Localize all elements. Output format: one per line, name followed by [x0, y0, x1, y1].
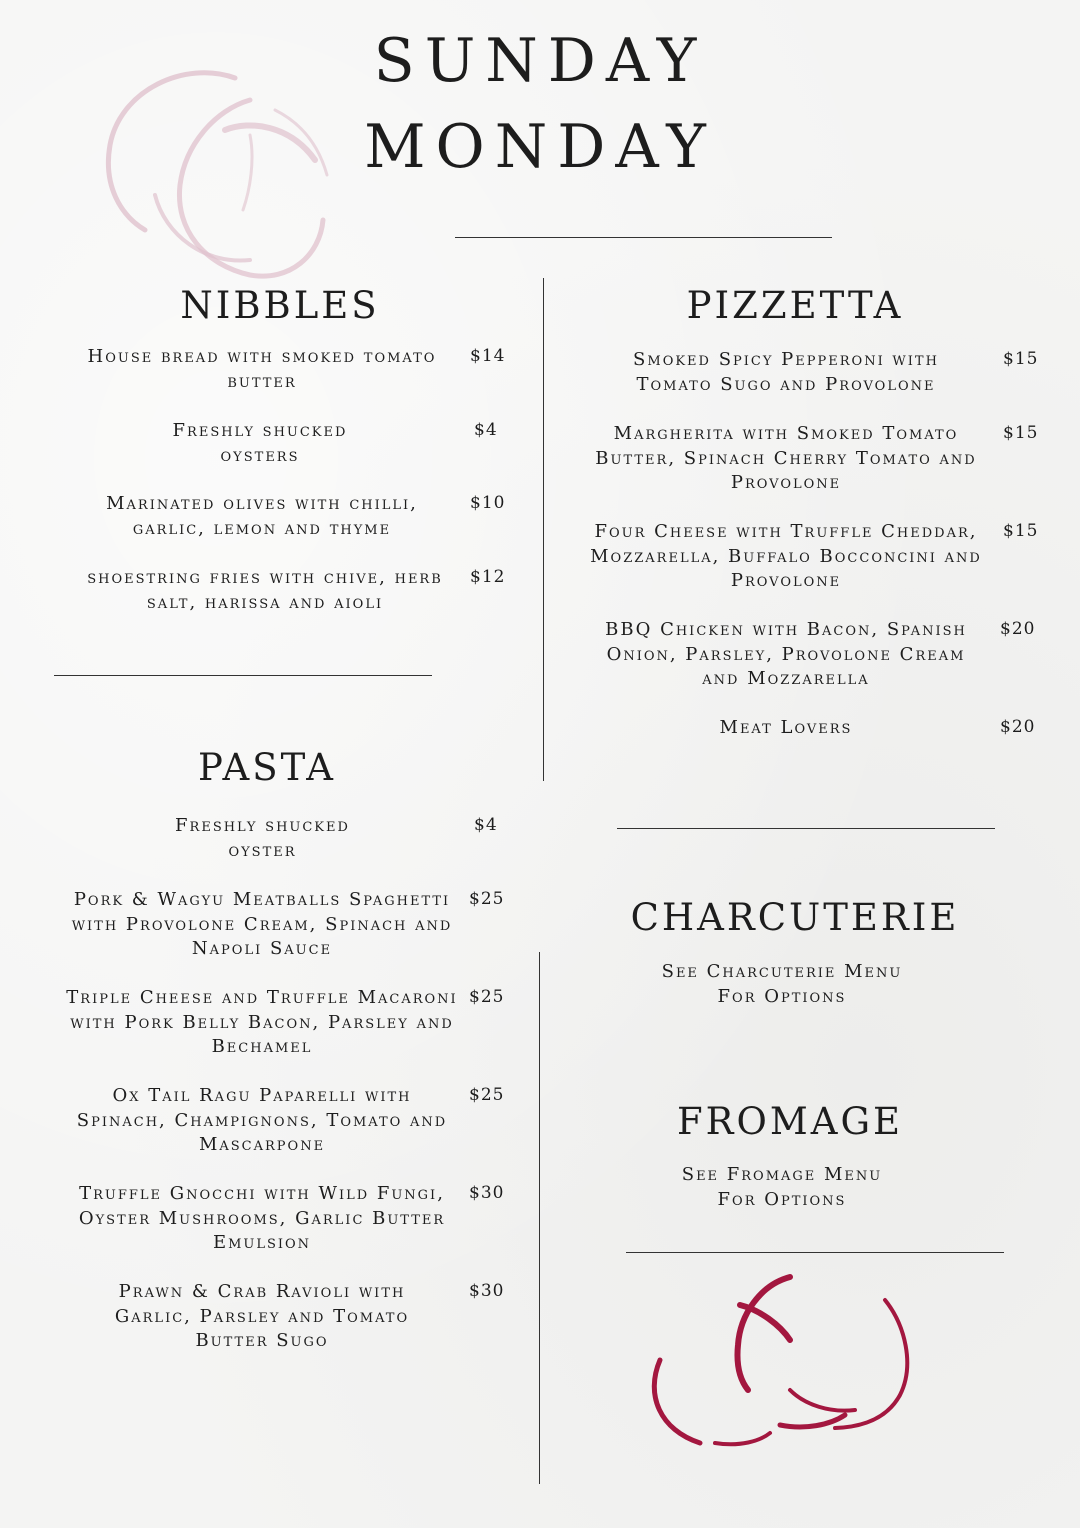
menu-item-price: $25: [469, 889, 505, 909]
menu-item-name: Freshly shucked oysters: [172, 420, 348, 466]
menu-item-price: $20: [1000, 619, 1036, 639]
menu-item-price: $30: [469, 1183, 505, 1203]
pizzetta-divider: [617, 828, 995, 829]
section-title-pizzetta: PIZZETTA: [686, 284, 904, 327]
section-title-fromage: FROMAGE: [676, 1100, 904, 1143]
section-title-charcuterie: CHARCUTERIE: [630, 896, 960, 939]
header-divider: [455, 237, 832, 238]
menu-item-name: Margherita with Smoked Tomato Butter, Spinach Cherry Tomato and Provolone: [595, 423, 977, 493]
column-divider-top: [543, 278, 544, 781]
menu-title-line2: MONDAY: [364, 112, 716, 182]
wine-stain-bottom-right: [630, 1265, 930, 1450]
fromage-note: See Fromage Menu For Options: [681, 1164, 883, 1210]
menu-item-name: Meat Lovers: [719, 717, 853, 738]
section-title-nibbles: NIBBLES: [180, 284, 380, 327]
menu-item-price: $14: [470, 346, 506, 366]
menu-item-name: Pork & Wagyu Meatballs Spaghetti with Provolone Cream, Spinach and Napoli Sauce: [71, 889, 453, 959]
column-divider-bottom: [539, 952, 540, 1484]
fromage-divider: [626, 1252, 1004, 1253]
menu-item-name: Smoked Spicy Pepperoni with Tomato Sugo and Provolone: [633, 349, 939, 395]
menu-item-price: $25: [469, 987, 505, 1007]
menu-item-name: shoestring fries with chive, herb salt, harissa and aioli: [87, 567, 443, 613]
menu-item-name: Marinated olives with chilli, garlic, lemon and thyme: [106, 493, 418, 539]
menu-item-price: $20: [1000, 717, 1036, 737]
menu-title-line1: SUNDAY: [373, 26, 707, 96]
menu-item-price: $10: [470, 493, 506, 513]
menu-item-name: Prawn & Crab Ravioli with Garlic, Parsley and Tomato Butter Sugo: [114, 1281, 410, 1351]
menu-item-price: $15: [1003, 423, 1039, 443]
menu-item-price: $12: [470, 567, 506, 587]
menu-item-price: $15: [1003, 349, 1039, 369]
menu-item-name: House bread with smoked tomato butter: [87, 346, 437, 392]
menu-item-price: $4: [474, 815, 498, 835]
menu-item-name: Ox Tail Ragu Paparelli with Spinach, Champignons, Tomato and Mascarpone: [76, 1085, 448, 1155]
menu-item-price: $25: [469, 1085, 505, 1105]
menu-item-price: $4: [474, 420, 498, 440]
menu-item-name: Triple Cheese and Truffle Macaroni with Pork Belly Bacon, Parsley and Bechamel: [66, 987, 458, 1057]
menu-item-name: Truffle Gnocchi with Wild Fungi, Oyster Mushrooms, Garlic Butter Emulsion: [78, 1183, 446, 1253]
menu-item-name: BBQ Chicken with Bacon, Spanish Onion, Parsley, Provolone Cream and Mozzarella: [605, 619, 967, 689]
menu-item-name: Freshly shucked oyster: [175, 815, 350, 861]
section-title-pasta: PASTA: [198, 746, 336, 789]
charcuterie-note: See Charcuterie Menu For Options: [661, 961, 903, 1007]
nibbles-divider: [54, 675, 432, 676]
menu-item-name: Four Cheese with Truffle Cheddar, Mozzarella, Buffalo Bocconcini and Provolone: [590, 521, 982, 591]
menu-item-price: $15: [1003, 521, 1039, 541]
menu-item-price: $30: [469, 1281, 505, 1301]
